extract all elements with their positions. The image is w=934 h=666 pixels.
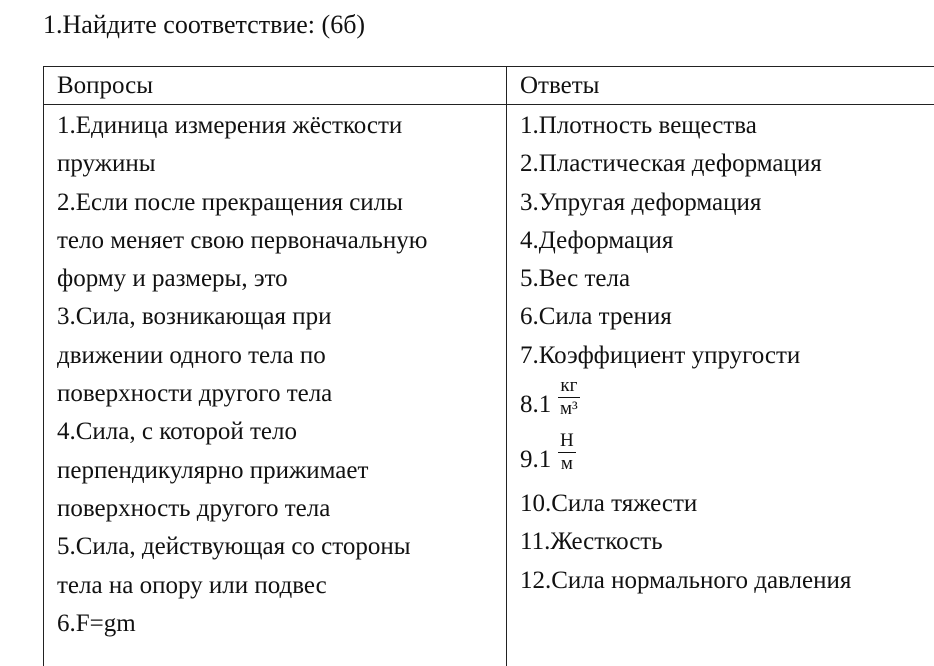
task-title: 1.Найдите соответствие: (6б) bbox=[43, 10, 366, 39]
answer-4: 4.Деформация bbox=[520, 226, 674, 254]
answer-10: 10.Сила тяжести bbox=[520, 490, 698, 518]
answer-9-lead: 9.1 bbox=[520, 446, 552, 474]
answer-11: 11.Жесткость bbox=[520, 528, 663, 556]
answer-9-numerator: Н bbox=[560, 430, 574, 452]
answer-8-denominator: м³ bbox=[560, 398, 578, 420]
header-questions: Вопросы bbox=[57, 72, 154, 99]
answer-3: 3.Упругая деформация bbox=[520, 188, 762, 216]
answer-6: 6.Сила трения bbox=[520, 303, 672, 331]
questions-column bbox=[57, 107, 502, 643]
question-line: пружины bbox=[57, 150, 156, 178]
answer-8-lead: 8.1 bbox=[520, 391, 552, 419]
question-line: 1.Единица измерения жёсткости bbox=[57, 112, 403, 139]
answer-9 bbox=[520, 430, 930, 485]
answer-8-fraction bbox=[558, 375, 580, 420]
question-line: движении одного тела по bbox=[57, 341, 326, 369]
question-line: 5.Сила, действующая со стороны bbox=[57, 533, 411, 561]
question-line: тело меняет свою первоначальную bbox=[57, 226, 428, 254]
question-line: 2.Если после прекращения силы bbox=[57, 188, 403, 216]
question-line: 3.Сила, возникающая при bbox=[57, 303, 332, 331]
question-line: перпендикулярно прижимает bbox=[57, 456, 369, 484]
answer-8-numerator: кг bbox=[558, 375, 580, 398]
question-line: поверхности другого тела bbox=[57, 380, 333, 408]
answer-8 bbox=[520, 375, 930, 430]
question-line: форму и размеры, это bbox=[57, 265, 288, 293]
answer-5: 5.Вес тела bbox=[520, 265, 631, 293]
answer-2: 2.Пластическая деформация bbox=[520, 150, 822, 178]
question-line: тела на опору или подвес bbox=[57, 571, 327, 599]
question-line: поверхность другого тела bbox=[57, 494, 331, 522]
answer-1: 1.Плотность вещества bbox=[520, 112, 757, 139]
header-answers: Ответы bbox=[520, 72, 600, 99]
header-divider bbox=[44, 104, 934, 105]
matching-table bbox=[43, 66, 934, 666]
column-divider bbox=[506, 67, 507, 666]
answer-9-fraction bbox=[558, 430, 576, 475]
question-line: 6.F=gm bbox=[57, 609, 136, 637]
answers-column bbox=[520, 107, 930, 600]
answer-7: 7.Коэффициент упругости bbox=[520, 341, 801, 369]
answer-12: 12.Сила нормального давления bbox=[520, 566, 852, 594]
question-line: 4.Сила, с которой тело bbox=[57, 418, 297, 446]
answer-9-denominator: м bbox=[560, 453, 573, 475]
